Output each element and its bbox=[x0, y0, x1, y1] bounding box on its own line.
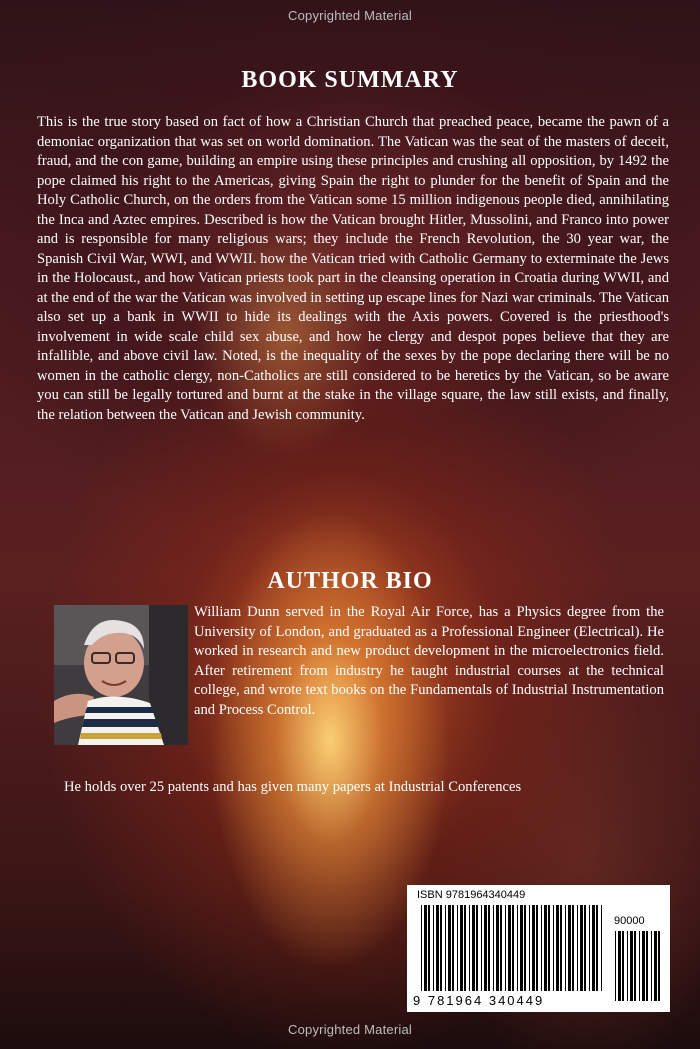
watermark-bottom: Copyrighted Material bbox=[288, 1022, 412, 1037]
barcode-digits: 9 781964 340449 bbox=[413, 993, 545, 1008]
book-summary-heading: BOOK SUMMARY bbox=[241, 67, 459, 93]
price-code: 90000 bbox=[614, 915, 645, 927]
isbn-label: ISBN 9781964340449 bbox=[417, 889, 526, 901]
watermark-top: Copyrighted Material bbox=[288, 8, 412, 23]
author-bio-last-line: He holds over 25 patents and has given many papers at Industrial Conferences bbox=[64, 779, 522, 795]
author-bio-heading: AUTHOR BIO bbox=[267, 568, 433, 594]
author-photo bbox=[54, 605, 188, 745]
author-bio-text: William Dunn served in the Royal Air Force, has a Physics degree from the University of London, and graduated as a Professional Engineer (Electrical). He worked in research and new product development in the microelectronics field. After retirement from industry he taught industrial courses at the technical college, and wrote text books on the Fundamentals of Industrial Instrumentation and Process Control. bbox=[194, 604, 664, 718]
book-summary-text: This is the true story based on fact of how a Christian Church that preached peace, became the pawn of a demoniac organization that was set on world domination. The Vatican was the seat of the masters of deceit, fraud, and the con game, building an empire using these principles and crushing all opposition, by 1492 the pope claimed his right to the Americas, giving Spain the right to plunder for the benefit of Spain and the Holy Catholic Church, on the orders from the Vatican some 15 million indigenous people died, annihilating the Inca and Aztec empires. Described is how the Vatican brought Hitler, Mussolini, and Franco into power and is responsible for many religious wars; they include the French Revolution, the 30 year war, the Spanish Civil War, WWI, and WWII. how the Vatican tried with Catholic Germany to exterminate the Jews in the Holocaust., and how Vatican priests took part in the cleansing operation in Croatia during WWII, and at the end of the war the Vatican was involved in setting up escape lines for Nazi war criminals. The Vatican also set up a bank in WWII to hide its dealings with the Axis powers. Covered is the priesthood's involvement in wide scale child sex abuse, and how he clergy and despot popes believe that they are infallible, and above civil law. Noted, is the inequality of the sexes by the pope declaring there will be no women in the catholic clergy, non-Catholics are still considered to be heretics by the Vatican, so be aware you can still be legally tortured and burnt at the stake in the village square, the law still exists, and finally, the relation between the Vatican and Jewish community. bbox=[37, 114, 669, 423]
isbn-barcode bbox=[407, 885, 670, 1012]
